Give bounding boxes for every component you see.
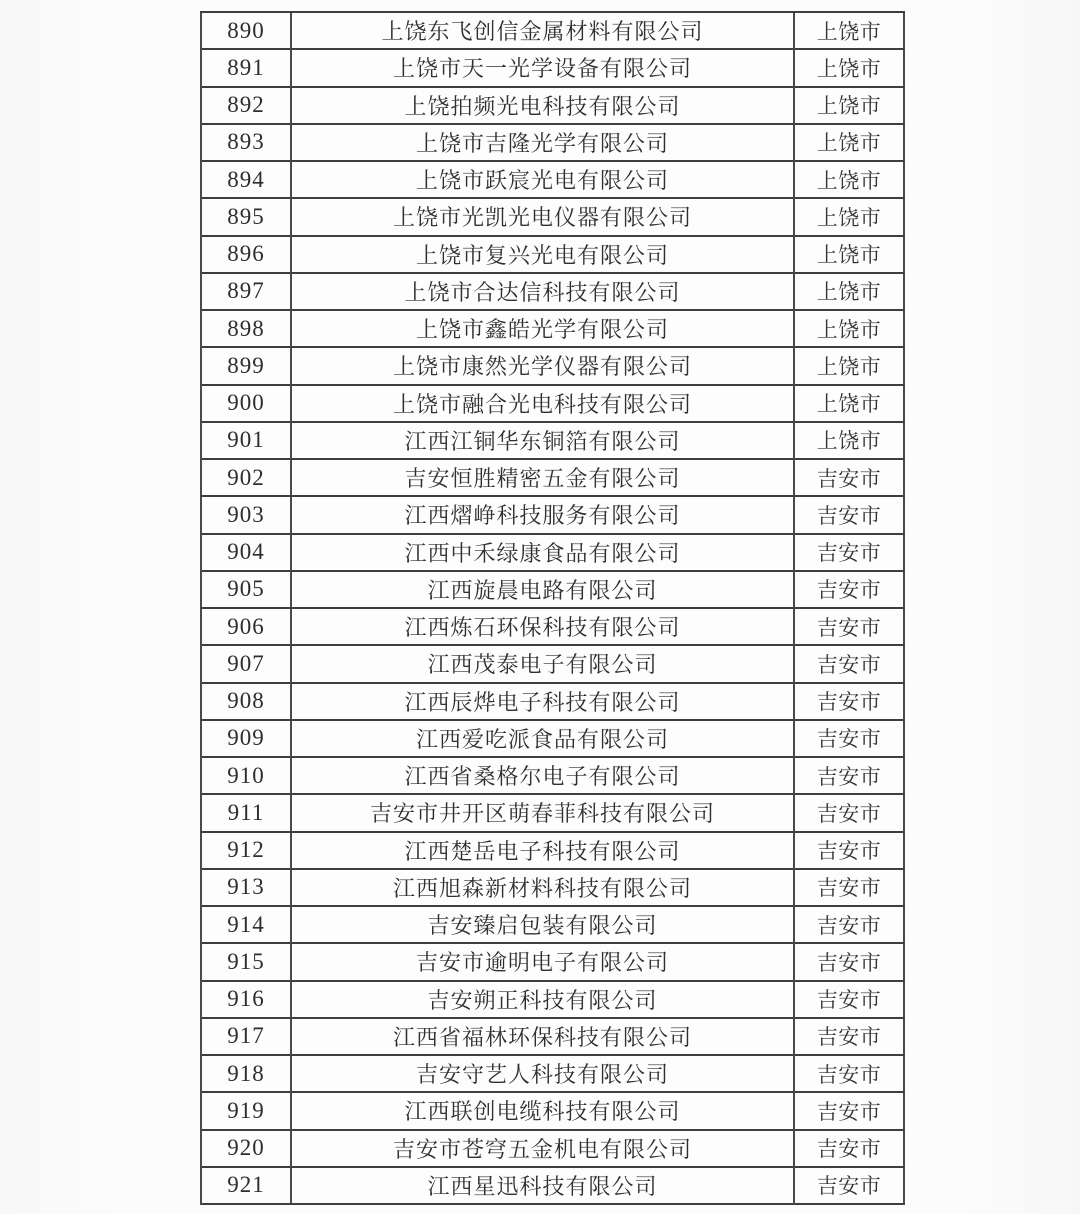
company-name: 江西茂泰电子有限公司: [292, 646, 795, 683]
company-name: 上饶拍频光电科技有限公司: [292, 88, 795, 125]
row-number: 891: [202, 50, 292, 87]
company-table: [200, 11, 905, 1205]
row-number: 914: [202, 907, 292, 944]
row-number: 919: [202, 1093, 292, 1130]
table-row: [202, 199, 905, 236]
table-row: [202, 497, 905, 534]
table-row: [202, 535, 905, 572]
city-name: 上饶市: [795, 274, 905, 311]
company-name: 吉安守艺人科技有限公司: [292, 1056, 795, 1093]
city-name: 上饶市: [795, 125, 905, 162]
company-name: 江西熠峥科技服务有限公司: [292, 497, 795, 534]
table-row: [202, 1056, 905, 1093]
row-number: 896: [202, 237, 292, 274]
row-number: 912: [202, 833, 292, 870]
company-name: 江西省桑格尔电子有限公司: [292, 758, 795, 795]
row-number: 913: [202, 870, 292, 907]
row-number: 899: [202, 348, 292, 385]
city-name: 吉安市: [795, 833, 905, 870]
city-name: 吉安市: [795, 497, 905, 534]
row-number: 890: [202, 13, 292, 50]
table-row: [202, 460, 905, 497]
city-name: 吉安市: [795, 1168, 905, 1205]
company-name: 江西炼石环保科技有限公司: [292, 609, 795, 646]
row-number: 917: [202, 1019, 292, 1056]
row-number: 909: [202, 721, 292, 758]
company-name: 江西联创电缆科技有限公司: [292, 1093, 795, 1130]
company-name: 上饶市康然光学仪器有限公司: [292, 348, 795, 385]
table-row: [202, 982, 905, 1019]
city-name: 吉安市: [795, 870, 905, 907]
table-row: [202, 1131, 905, 1168]
row-number: 918: [202, 1056, 292, 1093]
city-name: 吉安市: [795, 646, 905, 683]
city-name: 上饶市: [795, 423, 905, 460]
company-name: 吉安市井开区萌春菲科技有限公司: [292, 795, 795, 832]
row-number: 916: [202, 982, 292, 1019]
table-row: [202, 348, 905, 385]
company-name: 上饶市复兴光电有限公司: [292, 237, 795, 274]
table-row: [202, 1093, 905, 1130]
city-name: 吉安市: [795, 1093, 905, 1130]
table-row: [202, 50, 905, 87]
city-name: 吉安市: [795, 721, 905, 758]
row-number: 892: [202, 88, 292, 125]
row-number: 915: [202, 944, 292, 981]
row-number: 897: [202, 274, 292, 311]
table-row: [202, 386, 905, 423]
city-name: 吉安市: [795, 795, 905, 832]
company-name: 江西省福林环保科技有限公司: [292, 1019, 795, 1056]
row-number: 901: [202, 423, 292, 460]
company-name: 吉安朔正科技有限公司: [292, 982, 795, 1019]
table-row: [202, 944, 905, 981]
table-row: [202, 311, 905, 348]
city-name: 吉安市: [795, 982, 905, 1019]
company-name: 江西爱吃派食品有限公司: [292, 721, 795, 758]
company-name: 上饶市跃宸光电有限公司: [292, 162, 795, 199]
table-row: [202, 125, 905, 162]
row-number: 920: [202, 1131, 292, 1168]
company-name: 上饶市合达信科技有限公司: [292, 274, 795, 311]
company-name: 上饶市吉隆光学有限公司: [292, 125, 795, 162]
table-row: [202, 274, 905, 311]
city-name: 吉安市: [795, 944, 905, 981]
city-name: 上饶市: [795, 237, 905, 274]
table-row: [202, 870, 905, 907]
table-row: [202, 237, 905, 274]
company-name: 江西辰烨电子科技有限公司: [292, 684, 795, 721]
city-name: 吉安市: [795, 758, 905, 795]
company-name: 吉安恒胜精密五金有限公司: [292, 460, 795, 497]
table-row: [202, 833, 905, 870]
table-row: [202, 795, 905, 832]
table-row: [202, 1019, 905, 1056]
city-name: 上饶市: [795, 386, 905, 423]
company-name: 上饶市融合光电科技有限公司: [292, 386, 795, 423]
row-number: 900: [202, 386, 292, 423]
table-row: [202, 609, 905, 646]
city-name: 吉安市: [795, 609, 905, 646]
table-row: [202, 162, 905, 199]
table-row: [202, 1168, 905, 1205]
company-name: 吉安臻启包装有限公司: [292, 907, 795, 944]
table-row: [202, 684, 905, 721]
row-number: 911: [202, 795, 292, 832]
city-name: 吉安市: [795, 460, 905, 497]
city-name: 吉安市: [795, 1131, 905, 1168]
table-row: [202, 88, 905, 125]
company-name: 上饶市天一光学设备有限公司: [292, 50, 795, 87]
city-name: 上饶市: [795, 50, 905, 87]
company-name: 江西旋晨电路有限公司: [292, 572, 795, 609]
table-row: [202, 423, 905, 460]
company-name: 上饶市光凯光电仪器有限公司: [292, 199, 795, 236]
company-name: 江西旭森新材料科技有限公司: [292, 870, 795, 907]
city-name: 上饶市: [795, 162, 905, 199]
table-row: [202, 721, 905, 758]
row-number: 921: [202, 1168, 292, 1205]
city-name: 吉安市: [795, 535, 905, 572]
company-name: 江西楚岳电子科技有限公司: [292, 833, 795, 870]
company-name: 江西江铜华东铜箔有限公司: [292, 423, 795, 460]
company-name: 江西星迅科技有限公司: [292, 1168, 795, 1205]
city-name: 吉安市: [795, 1019, 905, 1056]
company-name: 上饶市鑫皓光学有限公司: [292, 311, 795, 348]
company-name: 上饶东飞创信金属材料有限公司: [292, 13, 795, 50]
row-number: 902: [202, 460, 292, 497]
city-name: 上饶市: [795, 199, 905, 236]
row-number: 895: [202, 199, 292, 236]
city-name: 上饶市: [795, 348, 905, 385]
table-row: [202, 907, 905, 944]
row-number: 898: [202, 311, 292, 348]
city-name: 吉安市: [795, 1056, 905, 1093]
company-name: 吉安市逾明电子有限公司: [292, 944, 795, 981]
city-name: 上饶市: [795, 88, 905, 125]
city-name: 吉安市: [795, 907, 905, 944]
row-number: 908: [202, 684, 292, 721]
row-number: 910: [202, 758, 292, 795]
city-name: 吉安市: [795, 684, 905, 721]
table-row: [202, 572, 905, 609]
city-name: 上饶市: [795, 13, 905, 50]
row-number: 907: [202, 646, 292, 683]
table-row: [202, 758, 905, 795]
row-number: 906: [202, 609, 292, 646]
city-name: 上饶市: [795, 311, 905, 348]
table-row: [202, 646, 905, 683]
company-name: 江西中禾绿康食品有限公司: [292, 535, 795, 572]
row-number: 894: [202, 162, 292, 199]
row-number: 904: [202, 535, 292, 572]
company-name: 吉安市苍穹五金机电有限公司: [292, 1131, 795, 1168]
table-row: [202, 13, 905, 50]
row-number: 893: [202, 125, 292, 162]
city-name: 吉安市: [795, 572, 905, 609]
row-number: 903: [202, 497, 292, 534]
row-number: 905: [202, 572, 292, 609]
